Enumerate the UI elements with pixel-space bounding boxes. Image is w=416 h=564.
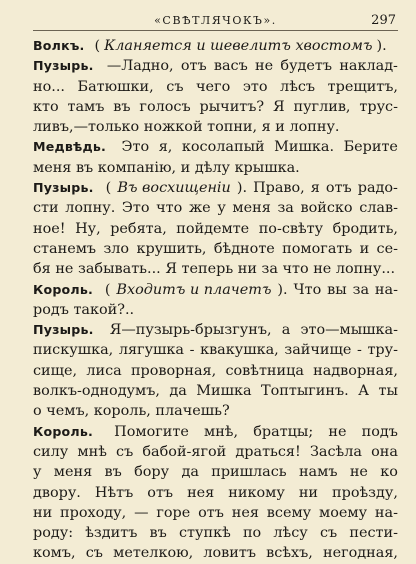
speaker-name: Пузырь. <box>33 58 94 74</box>
word: намъ <box>298 464 338 481</box>
word: ты <box>378 383 398 400</box>
word: тру- <box>367 342 398 359</box>
word: пискушка, <box>33 342 114 359</box>
word: станемъ <box>33 240 97 257</box>
word: это—мышка- <box>300 322 398 339</box>
word: меня <box>232 200 271 217</box>
stage-direction: Въ восхищеніи <box>117 180 231 197</box>
word: это <box>242 78 268 95</box>
text-line <box>33 361 398 381</box>
word: лиса <box>86 362 122 379</box>
word: волкъ-однодумъ, <box>33 383 160 400</box>
word: зайчище <box>284 342 352 359</box>
word: и <box>359 240 370 257</box>
line-text: ( <box>94 38 101 54</box>
word: ни <box>298 484 318 501</box>
word: рычитъ? <box>199 98 265 115</box>
word: Это <box>121 139 150 156</box>
word: лопну. <box>65 200 116 217</box>
word: зло <box>103 240 130 257</box>
word: Засѣла <box>309 443 362 460</box>
word: же <box>188 200 211 217</box>
text-line <box>33 543 398 563</box>
word: пришлась <box>211 464 287 481</box>
word: горе <box>156 504 191 521</box>
word: Помогите <box>114 423 189 440</box>
word: да <box>181 464 199 481</box>
line-text: меня въ компанію, и дѣлу крышка. <box>33 159 300 176</box>
word: никому <box>228 484 285 501</box>
word: лѣсу <box>273 525 308 542</box>
speaker-name: Медвѣдь. <box>33 139 106 155</box>
word: негодная, <box>323 545 398 562</box>
word: меня <box>53 464 93 481</box>
word: въ <box>149 525 167 542</box>
word: — <box>134 504 149 521</box>
word: войско <box>300 200 353 217</box>
word: съ <box>319 525 338 542</box>
word: не <box>255 58 274 75</box>
running-title: «СВѢТЛЯЧОКЪ». <box>154 14 277 27</box>
word: Это <box>121 200 150 217</box>
word: нея <box>187 484 215 501</box>
word: проѣзду, <box>332 484 398 501</box>
word: кто <box>33 98 59 115</box>
page-number: 297 <box>371 13 396 28</box>
speaker-name: Король. <box>33 281 93 297</box>
word: по <box>242 525 262 542</box>
word: ловитъ <box>203 545 256 562</box>
word: силу <box>33 443 69 460</box>
text-line <box>33 442 398 462</box>
word: ). <box>277 281 288 298</box>
word: ). <box>236 180 248 197</box>
word: сти <box>33 200 59 217</box>
word: въ <box>113 98 131 115</box>
text-line <box>33 300 398 320</box>
word: двору. <box>33 484 81 501</box>
word: васъ <box>213 58 248 75</box>
word: се- <box>376 240 398 257</box>
word: отъ <box>325 180 352 197</box>
text-line <box>33 219 398 239</box>
line-text: родъ такой?.. <box>33 301 135 318</box>
word: я <box>310 180 320 197</box>
word: отъ <box>147 484 174 501</box>
word: Я—пузырь-брызгунъ, <box>109 322 272 339</box>
word: Берите <box>343 139 398 156</box>
word: за <box>352 281 370 298</box>
line-text: ). <box>376 38 387 54</box>
word: ни <box>33 504 53 521</box>
stage-direction: Входитъ и плачетъ <box>116 281 272 298</box>
word: комъ, <box>33 545 76 562</box>
text-line <box>33 340 398 360</box>
text-line <box>33 280 398 300</box>
text-line <box>33 36 398 56</box>
word: квакушка, <box>200 342 279 359</box>
word: мнѣ <box>77 443 107 460</box>
speaker-name: Пузырь. <box>33 180 94 196</box>
text-line <box>33 462 398 482</box>
word: бродить, <box>332 220 398 237</box>
word: трус- <box>359 98 398 115</box>
word: пуглив, <box>293 98 351 115</box>
word: за <box>277 200 294 217</box>
play-text <box>33 36 398 564</box>
word: мнѣ, <box>204 423 239 440</box>
word: по-свѣту <box>258 220 324 237</box>
word: Что <box>293 281 322 298</box>
word: совѣтница <box>225 362 304 379</box>
text-line <box>33 77 398 97</box>
word: что <box>156 200 183 217</box>
text-line <box>33 178 398 198</box>
line-text: ливъ,—только ножкой топни, я и лопну. <box>33 119 340 136</box>
speaker-name: Пузырь. <box>33 322 94 338</box>
word: сище, <box>33 362 78 379</box>
word: Нѣтъ <box>94 484 134 501</box>
word: трещитъ, <box>327 78 398 95</box>
word: проходу, <box>60 504 127 521</box>
line-text: бя не забывать... Я теперь ни за что не лопну... <box>33 261 396 278</box>
word: съ <box>116 443 134 460</box>
text-line <box>33 158 398 178</box>
word: бѣдноте <box>213 240 275 257</box>
word: - <box>189 342 195 359</box>
text-line <box>33 198 398 218</box>
text-line <box>33 239 398 259</box>
word: слав- <box>359 200 398 217</box>
word: ступкѣ <box>179 525 231 542</box>
word: чего <box>196 78 231 95</box>
word: съ <box>166 78 184 95</box>
text-line <box>33 97 398 117</box>
word: голосъ <box>139 98 191 115</box>
word: нея <box>231 504 259 521</box>
word: Топтыгинъ. <box>261 383 349 400</box>
text-line <box>33 320 398 340</box>
word: на- <box>374 281 398 298</box>
word: —Ладно, <box>106 58 174 75</box>
word: роду: <box>33 525 74 542</box>
word: моему <box>319 504 368 521</box>
stage-direction: Кланяется и шевелитъ хвостомъ <box>104 38 373 54</box>
word: не <box>328 423 347 440</box>
word: Батюшки, <box>77 78 154 95</box>
word: радо- <box>357 180 398 197</box>
text-line <box>33 503 398 523</box>
word: тамъ <box>67 98 105 115</box>
speaker-name: Волкъ. <box>33 38 85 53</box>
text-line <box>33 259 398 279</box>
word: косолапый <box>181 139 265 156</box>
speaker-name: Король. <box>33 423 93 439</box>
word: всѣхъ, <box>266 545 313 562</box>
word: пойдемте <box>176 220 250 237</box>
word: будетъ <box>280 58 333 75</box>
word: у <box>217 200 226 217</box>
word: ( <box>104 281 111 298</box>
word: проворная, <box>130 362 217 379</box>
word: пести- <box>349 525 398 542</box>
word: на- <box>374 504 398 521</box>
text-line <box>33 117 398 137</box>
word: Я <box>273 98 285 115</box>
word: но... <box>33 78 65 95</box>
word: надворная, <box>313 362 398 379</box>
word: - <box>356 342 362 359</box>
text-line <box>33 523 398 543</box>
word: въ <box>104 464 122 481</box>
word: всему <box>266 504 312 521</box>
word: ребята, <box>110 220 167 237</box>
word: ѣздитъ <box>85 525 138 542</box>
text-line <box>33 401 398 421</box>
line-text: о чемъ, король, плачешь? <box>33 403 230 420</box>
word: а <box>281 322 291 339</box>
word: я, <box>158 139 173 156</box>
word: не <box>349 464 368 481</box>
word: отъ <box>198 504 224 521</box>
word: помогать <box>282 240 353 257</box>
word: драться! <box>235 443 301 460</box>
word: у <box>33 464 42 481</box>
word: ко <box>380 464 398 481</box>
header-rule <box>33 30 398 31</box>
word: съ <box>85 545 103 562</box>
word: А <box>358 383 370 400</box>
word: ное! <box>33 220 66 237</box>
word: отъ <box>180 58 207 75</box>
word: крушить, <box>136 240 207 257</box>
word: подъ <box>361 423 398 440</box>
word: Мишка. <box>274 139 335 156</box>
text-line <box>33 56 398 76</box>
word: метелкою, <box>113 545 194 562</box>
word: Мишка <box>196 383 252 400</box>
text-line <box>33 137 398 157</box>
text-line <box>33 422 398 442</box>
word: наклад- <box>339 58 398 75</box>
word: да <box>169 383 187 400</box>
word: Право, <box>253 180 305 197</box>
word: лѣсъ <box>280 78 316 95</box>
word: братцы; <box>253 423 314 440</box>
word: бабой-ягой <box>142 443 227 460</box>
word: Ну, <box>75 220 101 237</box>
word: бору <box>134 464 170 481</box>
word: ( <box>105 180 112 197</box>
word: она <box>371 443 398 460</box>
word: лягушка <box>118 342 185 359</box>
word: вы <box>327 281 347 298</box>
page-header <box>33 12 398 30</box>
text-line <box>33 483 398 503</box>
text-line <box>33 381 398 401</box>
